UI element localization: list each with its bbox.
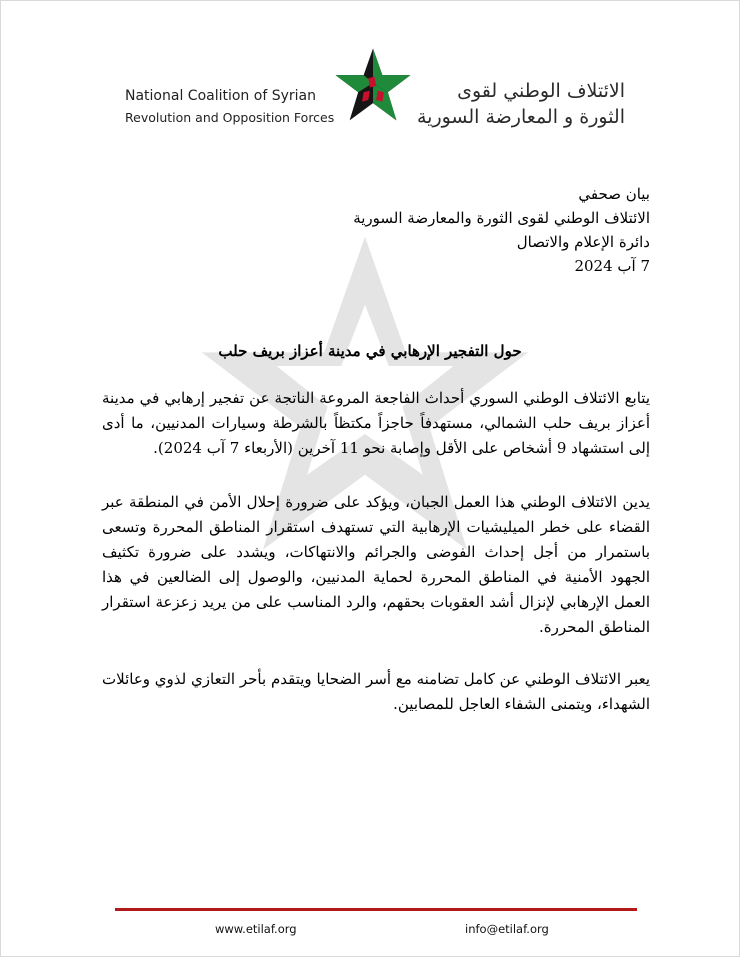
org-name-arabic [415, 78, 625, 130]
statement-meta [250, 182, 650, 278]
department: دائرة الإعلام والاتصال [516, 233, 650, 251]
org-name-en-line2: Revolution and Opposition Forces [125, 110, 335, 125]
org-name-ar-line1: الائتلاف الوطني لقوى [457, 80, 625, 102]
statement-title: حول التفجير الإرهابي في مدينة أعزاز بريف حلب [218, 342, 522, 360]
org-name-english [125, 86, 345, 128]
footer-website-link[interactable]: www.etilaf.org [215, 922, 297, 936]
issuer: الائتلاف الوطني لقوى الثورة والمعارضة السورية [353, 209, 650, 227]
doc-type: بيان صحفي [578, 185, 650, 203]
footer-divider [115, 908, 637, 911]
paragraph-2: يدين الائتلاف الوطني هذا العمل الجبان، ويؤكد على ضرورة إحلال الأمن في المنطقة عبر القضاء على خطر الميليشيات الإرهابية التي تستهدف استقرار المناطق المحررة وتسعى باستمرار من أجل إحداث الفوضى والجرائم والانتهاكات، ويشدد على ضرورة تكثيف الجهود الأمنية في المناطق المحررة لحماية المدنيين، والوصول إلى الضالعين في هذا العمل الإرهابي لإنزال أشد العقوبات بحقهم، والرد المناسب على من يريد زعزعة استقرار المناطق المحررة. [102, 493, 650, 636]
paragraph-1: يتابع الائتلاف الوطني السوري أحداث الفاجعة المروعة الناتجة عن تفجير إرهابي في مدينة أعزاز بريف حلب الشمالي، مستهدفاً حاجزاً مكتظاً بالشرطة وسيارات المدنيين، ما أدى إلى استشهاد 9 أشخاص على الأقل وإصابة نحو 11 آخرين (الأربعاء 7 آب 2024). [102, 389, 650, 457]
paragraph-3: يعبر الائتلاف الوطني عن كامل تضامنه مع أسر الضحايا ويتقدم بأحر التعازي لذوي وعائلات الشهداء، ويتمنى الشفاء العاجل للمصابين. [102, 670, 650, 713]
org-name-en-line1: National Coalition of Syrian [125, 88, 316, 104]
statement-date: 7 آب 2024 [574, 257, 650, 275]
coalition-logo-icon [334, 47, 412, 125]
footer-email-link[interactable]: info@etilaf.org [465, 922, 549, 936]
org-name-ar-line2: الثورة و المعارضة السورية [416, 106, 625, 128]
